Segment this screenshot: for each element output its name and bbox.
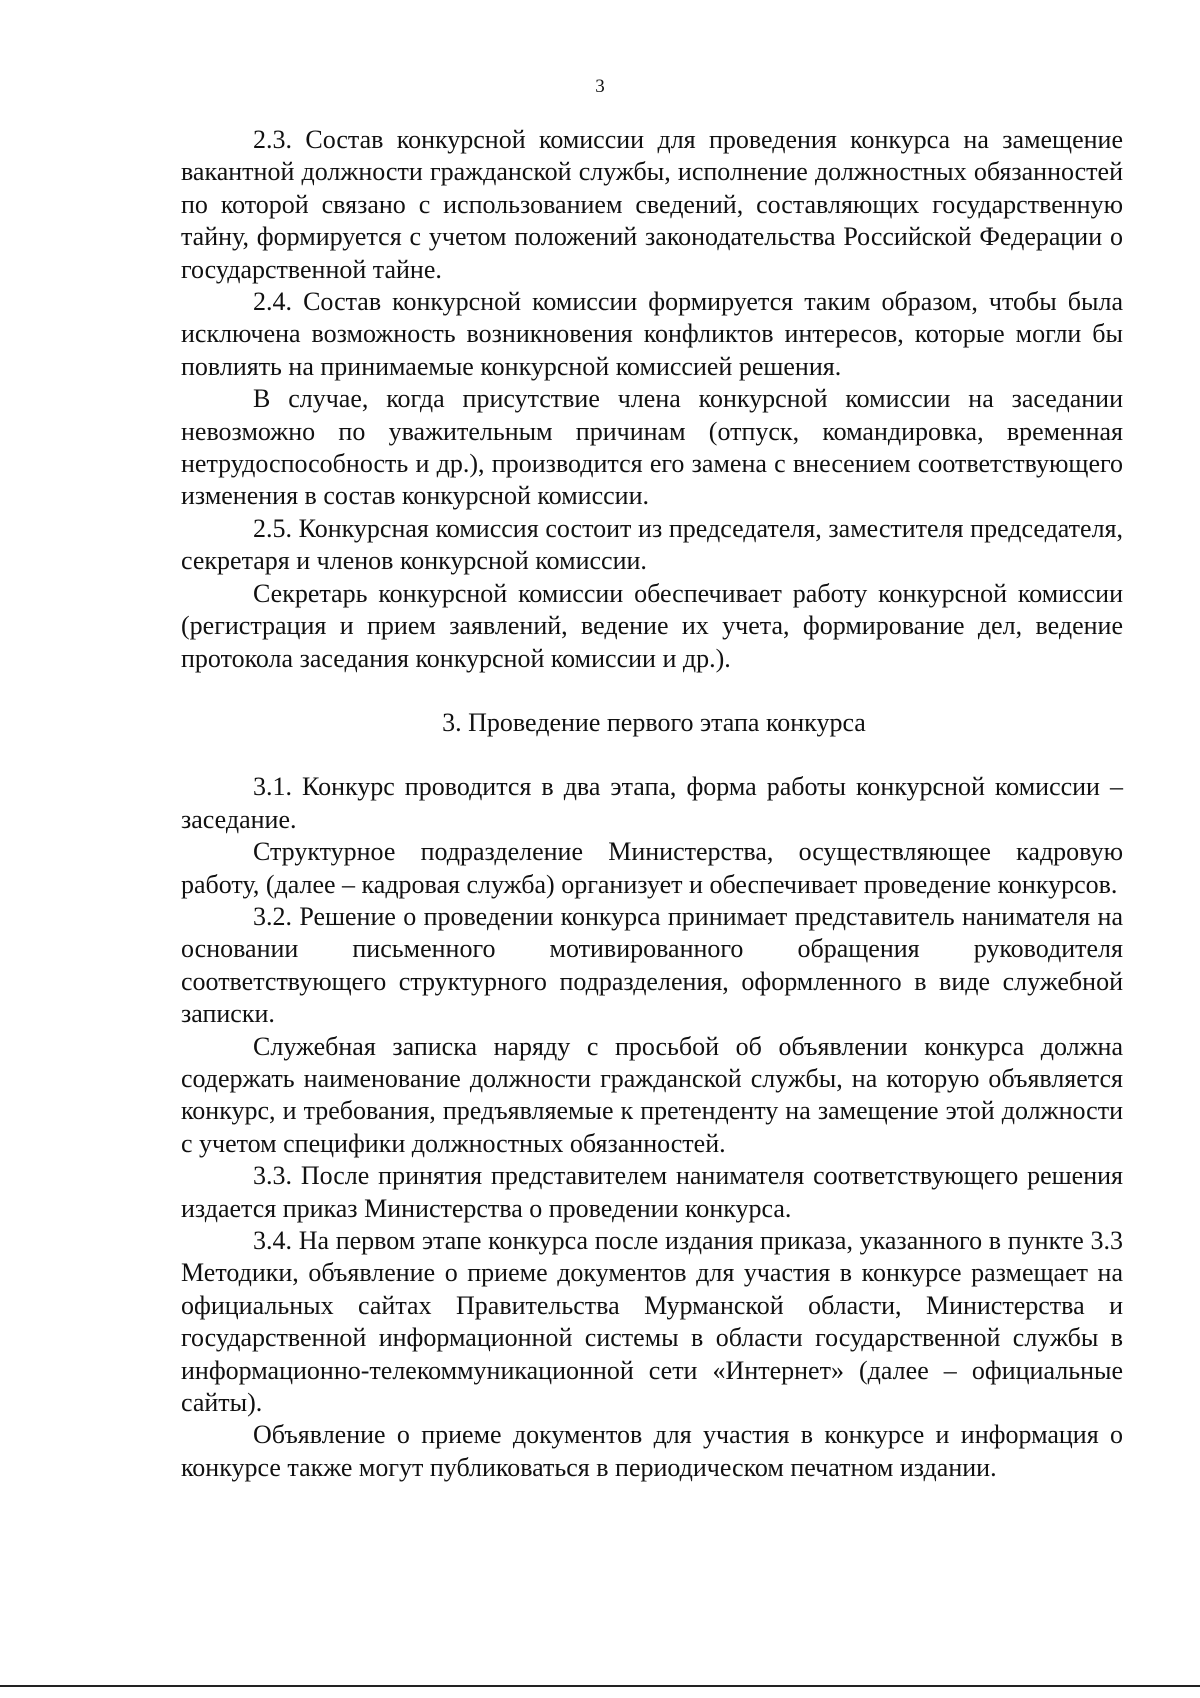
paragraph-2-4-continued: В случае, когда присутствие члена конкурсной комиссии на заседании невозможно по уважительным причинам (отпуск, командировка, временная нетрудоспособность и др.), производится его замена с внесением соответствующего изменения в состав конкурсной комиссии.: [181, 384, 1123, 511]
paragraph-3-4: 3.4. На первом этапе конкурса после издания приказа, указанного в пункте 3.3 Методики, объявление о приеме документов для участия в конкурсе размещает на официальных сайтах Правительства Мурманской области, Министерства и государственной информационной системы в области государственной службы в информационно-телекоммуникационной сети «Интернет» (далее – официальные сайты).: [181, 1226, 1123, 1418]
paragraph-2-4: 2.4. Состав конкурсной комиссии формируется таким образом, чтобы была исключена возможность возникновения конфликтов интересов, которые могли бы повлиять на принимаемые конкурсной комиссией решения.: [181, 287, 1123, 381]
spacer: [181, 739, 1123, 771]
paragraph-3-3: 3.3. После принятия представителем нанимателя соответствующего решения издается приказ Министерства о проведении конкурса.: [181, 1161, 1123, 1223]
section-heading-3: 3. Проведение первого этапа конкурса: [442, 707, 866, 737]
paragraph-3-4-continued: Объявление о приеме документов для участия в конкурсе и информация о конкурсе также могут публиковаться в периодическом печатном издании.: [181, 1420, 1123, 1482]
paragraph-2-3: 2.3. Состав конкурсной комиссии для проведения конкурса на замещение вакантной должности гражданской службы, исполнение должностных обязанностей по которой связано с использованием сведений, составляющих государственную тайну, формируется с учетом положений законодательства Российской Федерации о государственной тайне.: [181, 125, 1123, 284]
spacer: [181, 675, 1123, 707]
bottom-scan-edge: [0, 1685, 1200, 1687]
paragraph-2-5-continued: Секретарь конкурсной комиссии обеспечивает работу конкурсной комиссии (регистрация и прием заявлений, ведение их учета, формирование дел, ведение протокола заседания конкурсной комиссии и др.).: [181, 578, 1123, 673]
paragraph-3-1: 3.1. Конкурс проводится в два этапа, форма работы конкурсной комиссии – заседание.: [181, 772, 1123, 834]
paragraph-2-5: 2.5. Конкурсная комиссия состоит из председателя, заместителя председателя, секретаря и членов конкурсной комиссии.: [181, 513, 1123, 576]
paragraph-3-1-continued: Структурное подразделение Министерства, осуществляющее кадровую работу, (далее – кадровая служба) организует и обеспечивает проведение конкурсов.: [181, 837, 1123, 899]
document-body: [181, 124, 1123, 1484]
paragraph-3-2: 3.2. Решение о проведении конкурса принимает представитель нанимателя на основании письменного мотивированного обращения руководителя соответствующего структурного подразделения, оформленного в виде служебной записки.: [181, 901, 1123, 1029]
page-number: 3: [595, 76, 605, 97]
paragraph-3-2-continued: Служебная записка наряду с просьбой об объявлении конкурса должна содержать наименование должности гражданской службы, на которую объявляется конкурс, и требования, предъявляемые к претенденту на замещение этой должности с учетом специфики должностных обязанностей.: [181, 1031, 1123, 1158]
